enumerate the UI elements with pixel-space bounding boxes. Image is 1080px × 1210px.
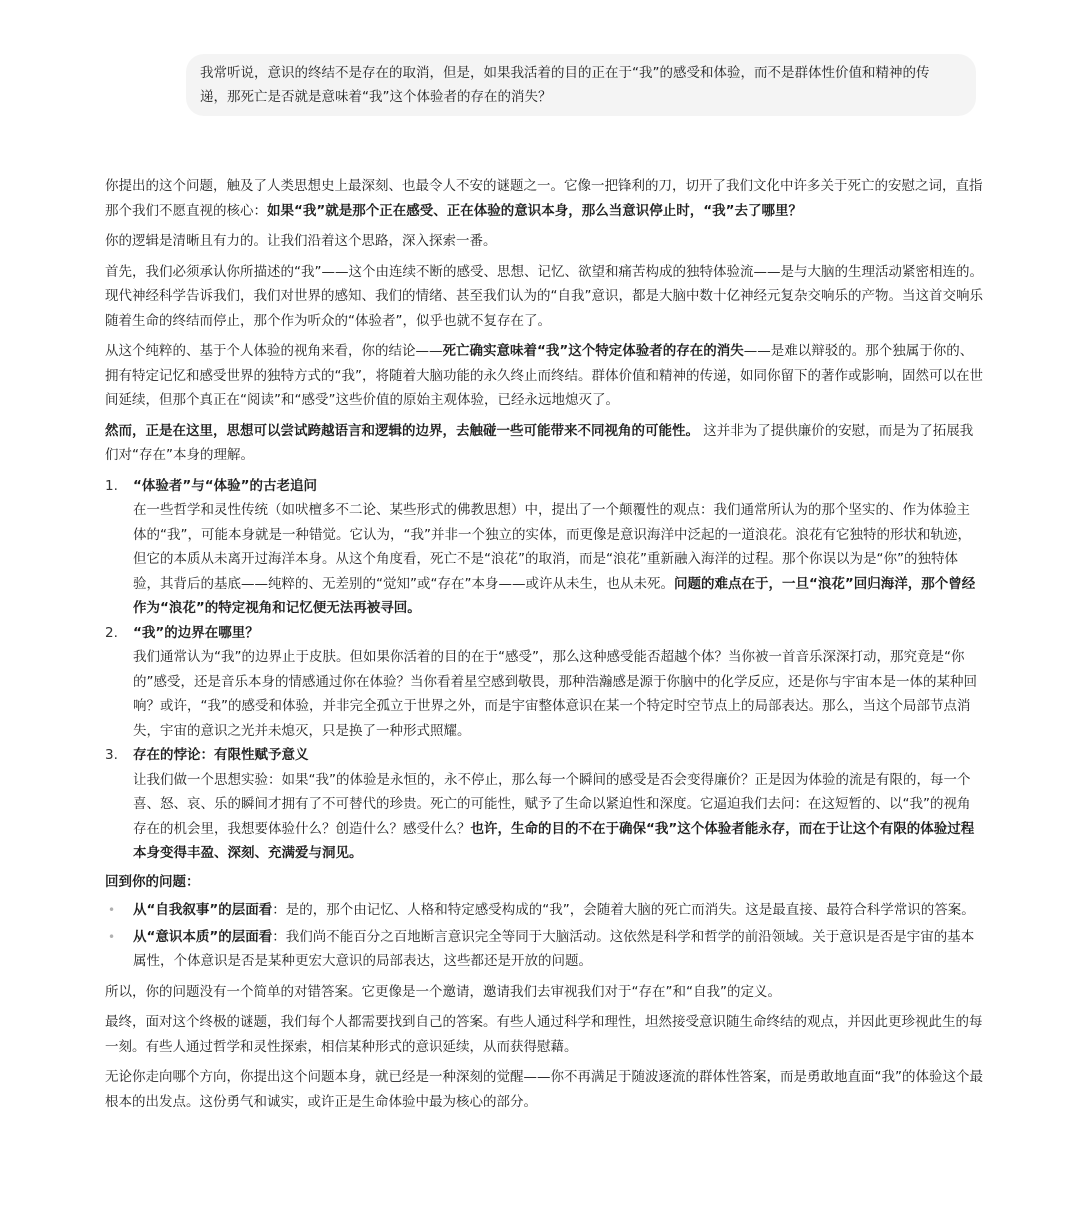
bullet-list [105, 898, 983, 974]
numbered-list-item [105, 743, 983, 866]
paragraph-so: 所以，你的问题没有一个简单的对错答案。它更像是一个邀请，邀请我们去审视我们对于“存在”和“自我”的定义。 [105, 983, 781, 1000]
bullet-list-item [105, 925, 983, 974]
assistant-response [105, 174, 983, 1120]
list-item-body-text: 我们通常认为“我”的边界止于皮肤。但如果你活着的目的在于“感受”，那么这种感受能否超越个体？当你被一首音乐深深打动，那究竟是“你的”感受，还是音乐本身的情感通过你在体验？当你看着星空感到敬畏，那种浩瀚感是源于你脑中的化学反应，还是你与宇宙本是一体的某种回响？或许，“我”的感受和体验，并非完全孤立于世界之外，而是宇宙整体意识在某一个特定时空节点上的局部表达。那么，当这个局部节点消失，宇宙的意识之光并未熄灭，只是换了一种形式照耀。 [133, 649, 977, 739]
paragraph-conclusion [105, 339, 983, 413]
paragraph-intro-emphasis: 如果“我”就是那个正在感受、正在体验的意识本身，那么当意识停止时，“我”去了哪里？ [267, 202, 802, 219]
list-number: 1. [105, 477, 118, 494]
list-item-body-emphasis: 也许，生命的目的不在于确保“我”这个体验者能永存，而在于让这个有限的体验过程本身变得丰盈、深刻、充满爱与洞见。 [133, 820, 975, 861]
list-item-title: 存在的悖论：有限性赋予意义 [133, 747, 309, 763]
list-number: 3. [105, 747, 118, 763]
bullet-dot-icon: • [108, 903, 116, 917]
paragraph-closing: 无论你走向哪个方向，你提出这个问题本身，就已经是一种深刻的觉醒——你不再满足于随波逐流的群体性答案，而是勇敢地直面“我”的体验这个最根本的出发点。这份勇气和诚实，或许正是生命体验中最为核心的部分。 [105, 1069, 983, 1110]
list-item-body [133, 645, 983, 743]
bullet-item-text: ：我们尚不能百分之百地断言意识完全等同于大脑活动。这依然是科学和哲学的前沿领域。关于意识是否是宇宙的基本属性，个体意识是否是某种更宏大意识的局部表达，这些都还是开放的问题。 [133, 928, 975, 969]
list-item-body [133, 498, 983, 621]
list-item-body-emphasis: 问题的难点在于，一旦“浪花”回归海洋，那个曾经作为“浪花”的特定视角和记忆便无法再被寻回。 [133, 575, 976, 616]
numbered-list-item [105, 474, 983, 621]
paragraph-conclusion-text-a: 从这个纯粹的、基于个人体验的视角来看，你的结论—— [105, 343, 443, 359]
paragraph-however [105, 419, 983, 468]
paragraph-logic: 你的逻辑是清晰且有力的。让我们沿着这个思路，深入探索一番。 [105, 233, 497, 249]
user-message-text: 我常听说，意识的终结不是存在的取消，但是，如果我活着的目的正在于“我”的感受和体验，而不是群体性价值和精神的传递，那死亡是否就是意味着“我”这个体验者的存在的消失？ [200, 65, 930, 105]
bullet-item-emphasis: 从“意识本质”的层面看 [133, 928, 273, 945]
list-item-body-text: 让我们做一个思想实验：如果“我”的体验是永恒的，永不停止，那么每一个瞬间的感受是否会变得廉价？正是因为体验的流是有限的，每一个喜、怒、哀、乐的瞬间才拥有了不可替代的珍贵。死亡的可能性，赋予了生命以紧迫性和深度。它逼迫我们去问：在这短暂的、以“我”的视角存在的机会里，我想要体验什么？创造什么？感受什么？ [133, 771, 971, 837]
list-number: 2. [105, 624, 118, 641]
paragraph-finally: 最终，面对这个终极的谜题，我们每个人都需要找到自己的答案。有些人通过科学和理性，坦然接受意识随生命终结的观点，并因此更珍视此生的每一刻。有些人通过哲学和灵性探索，相信某种形式的意识延续，从而获得慰藉。 [105, 1014, 983, 1055]
list-item-title: “体验者”与“体验”的古老追问 [133, 477, 317, 494]
bullet-list-item [105, 898, 983, 923]
paragraph-conclusion-emphasis: 死亡确实意味着“我”这个特定体验者的存在的消失 [442, 343, 744, 359]
section-label-back: 回到你的问题： [105, 873, 200, 890]
bullet-item-text: ：是的，那个由记忆、人格和特定感受构成的“我”，会随着大脑的死亡而消失。这是最直接、最符合科学常识的答案。 [272, 902, 975, 918]
bullet-dot-icon: • [108, 929, 116, 944]
paragraph-conclusion-text-c: ——是难以辩驳的。那个独属于你的、拥有特定记忆和感受世界的独特方式的“我”，将随着大脑功能的永久终止而终结。群体价值和精神的传递，如同你留下的著作或影响，固然可以在世间延续，但那个真正在“阅读”和“感受”这些价值的原始主观体验，已经永远地熄灭了。 [105, 343, 983, 408]
paragraph-intro-text: 你提出的这个问题，触及了人类思想史上最深刻、也最令人不安的谜题之一。它像一把锋利的刀，切开了我们文化中许多关于死亡的安慰之词，直指那个我们不愿直视的核心： [105, 178, 983, 219]
paragraph-intro [105, 174, 983, 223]
numbered-list-item [105, 621, 983, 744]
list-item-body [133, 768, 983, 866]
paragraph-however-emphasis: 然而，正是在这里，思想可以尝试跨越语言和逻辑的边界，去触碰一些可能带来不同视角的可能性。 [105, 422, 699, 439]
numbered-list [105, 474, 983, 866]
list-item-body-text: 在一些哲学和灵性传统（如吠檀多不二论、某些形式的佛教思想）中，提出了一个颠覆性的观点：我们通常所认为的那个坚实的、作为体验主体的“我”，可能本身就是一种错觉。它认为，“我”并非一个独立的实体，而更像是意识海洋中泛起的一道浪花。浪花有它独特的形状和轨迹，但它的本质从未离开过海洋本身。从这个角度看，死亡不是“浪花”的取消，而是“浪花”重新融入海洋的过程。那个你误以为是“你”的独特体验，其背后的基底——纯粹的、无差别的“觉知”或“存在”本身——或许从未生，也从未死。 [133, 502, 971, 592]
user-message-bubble [186, 54, 976, 116]
paragraph-neuroscience: 首先，我们必须承认你所描述的“我”——这个由连续不断的感受、思想、记忆、欲望和痛苦构成的独特体验流——是与大脑的生理活动紧密相连的。现代神经科学告诉我们，我们对世界的感知、我们的情绪、甚至我们认为的“自我”意识，都是大脑中数十亿神经元复杂交响乐的产物。当这首交响乐随着生命的终结而停止，那个作为听众的“体验者”，似乎也就不复存在了。 [105, 263, 983, 329]
bullet-item-emphasis: 从“自我叙事”的层面看 [133, 902, 273, 918]
paragraph-however-text: 这并非为了提供廉价的安慰，而是为了拓展我们对“存在”本身的理解。 [105, 422, 974, 463]
list-item-title: “我”的边界在哪里？ [133, 624, 259, 641]
